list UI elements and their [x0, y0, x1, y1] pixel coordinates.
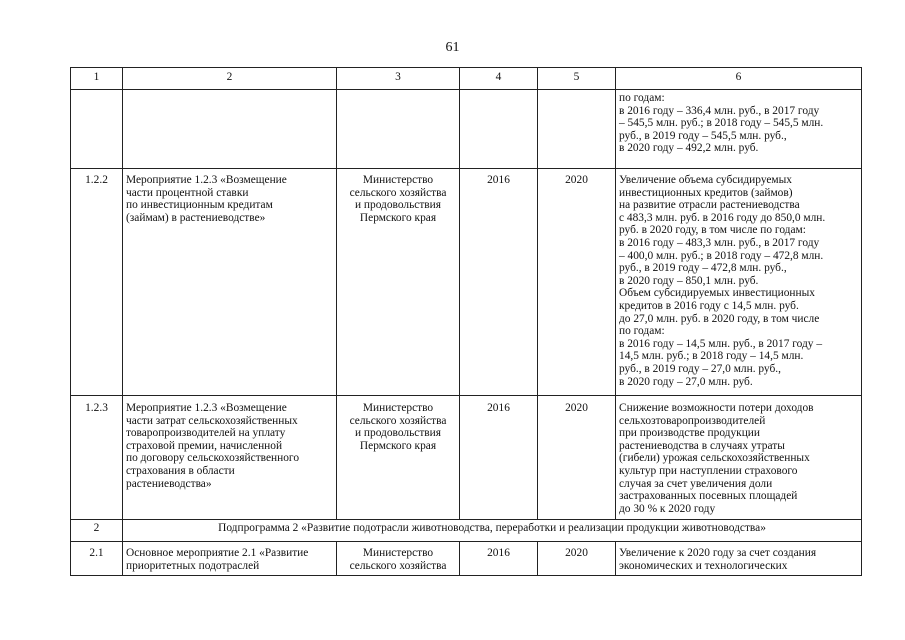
- text-line: 14,5 млн. руб.; в 2018 году – 14,5 млн.: [619, 350, 804, 363]
- cell-end-year: [538, 90, 616, 169]
- cell-measure: [123, 90, 337, 169]
- page-number: 61: [445, 40, 460, 55]
- text-line: руб., в 2019 году – 545,5 млн. руб.,: [619, 129, 787, 142]
- text-line: и продовольствия: [354, 199, 442, 212]
- text-line: и продовольствия: [354, 427, 442, 440]
- text-line: Пермского края: [359, 211, 437, 224]
- text-line: Увеличение к 2020 году за счет создания: [619, 547, 817, 559]
- text-line: части затрат сельскохозяйственных: [126, 414, 298, 427]
- text-line: растениеводства»: [126, 477, 212, 490]
- text-line: по инвестиционным кредитам: [126, 199, 273, 212]
- column-header: 6: [616, 68, 862, 90]
- cell-executor: [337, 396, 460, 520]
- subprogram-number: 2: [71, 520, 123, 542]
- text-line: Мероприятие 1.2.3 «Возмещение: [126, 402, 287, 414]
- cell-number: [71, 90, 123, 169]
- text-line: случая за счет увеличения доли: [619, 477, 773, 490]
- table-row: [71, 90, 862, 169]
- cell-number: 1.2.2: [71, 169, 123, 396]
- text-line: по годам:: [619, 92, 665, 104]
- text-line: – 400,0 млн. руб.; в 2018 году – 472,8 млн.: [619, 249, 824, 262]
- cell-measure: [123, 542, 337, 576]
- text-line: части процентной ставки: [126, 186, 249, 199]
- text-line: по годам:: [619, 325, 665, 338]
- column-header: 4: [460, 68, 538, 90]
- column-header: 5: [538, 68, 616, 90]
- cell-end-year: 2020: [538, 169, 616, 396]
- text-line: страхования в области: [126, 464, 235, 477]
- cell-result: [616, 90, 862, 169]
- text-line: Основное мероприятие 2.1 «Развитие: [126, 547, 309, 559]
- text-line: (гибели) урожая сельскохозяйственных: [619, 452, 810, 465]
- cell-measure: [123, 396, 337, 520]
- cell-result: [616, 542, 862, 576]
- text-line: сельского хозяйства: [349, 559, 447, 572]
- text-line: в 2016 году – 336,4 млн. руб., в 2017 году: [619, 104, 820, 117]
- cell-executor: [337, 542, 460, 576]
- text-line: в 2020 году – 492,2 млн. руб.: [619, 142, 759, 155]
- text-line: сельского хозяйства: [349, 186, 447, 199]
- cell-end-year: 2020: [538, 542, 616, 576]
- cell-result: [616, 169, 862, 396]
- text-line: руб., в 2019 году – 27,0 млн. руб.,: [619, 362, 781, 375]
- text-line: – 545,5 млн. руб.; в 2018 году – 545,5 млн.: [619, 117, 824, 130]
- cell-number: 2.1: [71, 542, 123, 576]
- cell-start-year: [460, 90, 538, 169]
- text-line: до 30 % к 2020 году: [619, 502, 716, 515]
- table-row: [71, 396, 862, 520]
- text-line: сельхозтоваропроизводителей: [619, 414, 766, 427]
- cell-result: [616, 396, 862, 520]
- text-line: Объем субсидируемых инвестиционных: [619, 287, 815, 300]
- text-line: в 2020 году – 850,1 млн. руб.: [619, 274, 759, 287]
- cell-measure: [123, 169, 337, 396]
- text-line: при производстве продукции: [619, 427, 760, 440]
- column-header: 1: [71, 68, 123, 90]
- column-header: 2: [123, 68, 337, 90]
- text-line: с 483,3 млн. руб. в 2016 году до 850,0 млн.: [619, 211, 826, 224]
- text-line: руб. в 2020 году, в том числе по годам:: [619, 224, 806, 237]
- text-line: Министерство: [362, 402, 434, 414]
- text-line: кредитов в 2016 году с 14,5 млн. руб.: [619, 299, 799, 312]
- subprogram-row: [71, 520, 862, 542]
- text-line: Увеличение объема субсидируемых: [619, 174, 792, 186]
- text-line: в 2016 году – 483,3 млн. руб., в 2017 году: [619, 236, 820, 249]
- text-line: застрахованных посевных площадей: [619, 490, 798, 503]
- text-line: Министерство: [362, 174, 434, 186]
- cell-start-year: 2016: [460, 169, 538, 396]
- cell-start-year: 2016: [460, 542, 538, 576]
- cell-end-year: 2020: [538, 396, 616, 520]
- text-line: приоритетных подотраслей: [126, 559, 260, 572]
- text-line: руб., в 2019 году – 472,8 млн. руб.,: [619, 262, 787, 275]
- table-header-row: [71, 68, 862, 90]
- column-header: 3: [337, 68, 460, 90]
- text-line: Пермского края: [359, 439, 437, 452]
- cell-number: 1.2.3: [71, 396, 123, 520]
- text-line: сельского хозяйства: [349, 414, 447, 427]
- subprogram-title: Подпрограмма 2 «Развитие подотрасли животноводства, переработки и реализации продукции животноводства»: [123, 520, 862, 542]
- text-line: в 2020 году – 27,0 млн. руб.: [619, 375, 753, 388]
- text-line: (займам) в растениеводстве»: [126, 211, 266, 224]
- text-line: экономических и технологических: [619, 559, 788, 572]
- text-line: Снижение возможности потери доходов: [619, 402, 814, 414]
- text-line: на развитие отрасли растениеводства: [619, 199, 800, 212]
- table-row: [71, 542, 862, 576]
- text-line: в 2016 году – 14,5 млн. руб., в 2017 году –: [619, 337, 823, 350]
- text-line: Министерство: [362, 547, 434, 559]
- text-line: до 27,0 млн. руб. в 2020 году, в том числе: [619, 312, 820, 325]
- cell-executor: [337, 90, 460, 169]
- table-row: [71, 169, 862, 396]
- text-line: страховой премии, начисленной: [126, 439, 283, 452]
- text-line: инвестиционных кредитов (займов): [619, 186, 793, 199]
- text-line: Мероприятие 1.2.3 «Возмещение: [126, 174, 287, 186]
- cell-executor: [337, 169, 460, 396]
- text-line: культур при наступлении страхового: [619, 464, 798, 477]
- measures-table: [70, 67, 862, 576]
- cell-start-year: 2016: [460, 396, 538, 520]
- text-line: растениеводства в случаях утраты: [619, 439, 785, 452]
- text-line: по договору сельскохозяйственного: [126, 452, 300, 465]
- text-line: товаропроизводителей на уплату: [126, 427, 286, 440]
